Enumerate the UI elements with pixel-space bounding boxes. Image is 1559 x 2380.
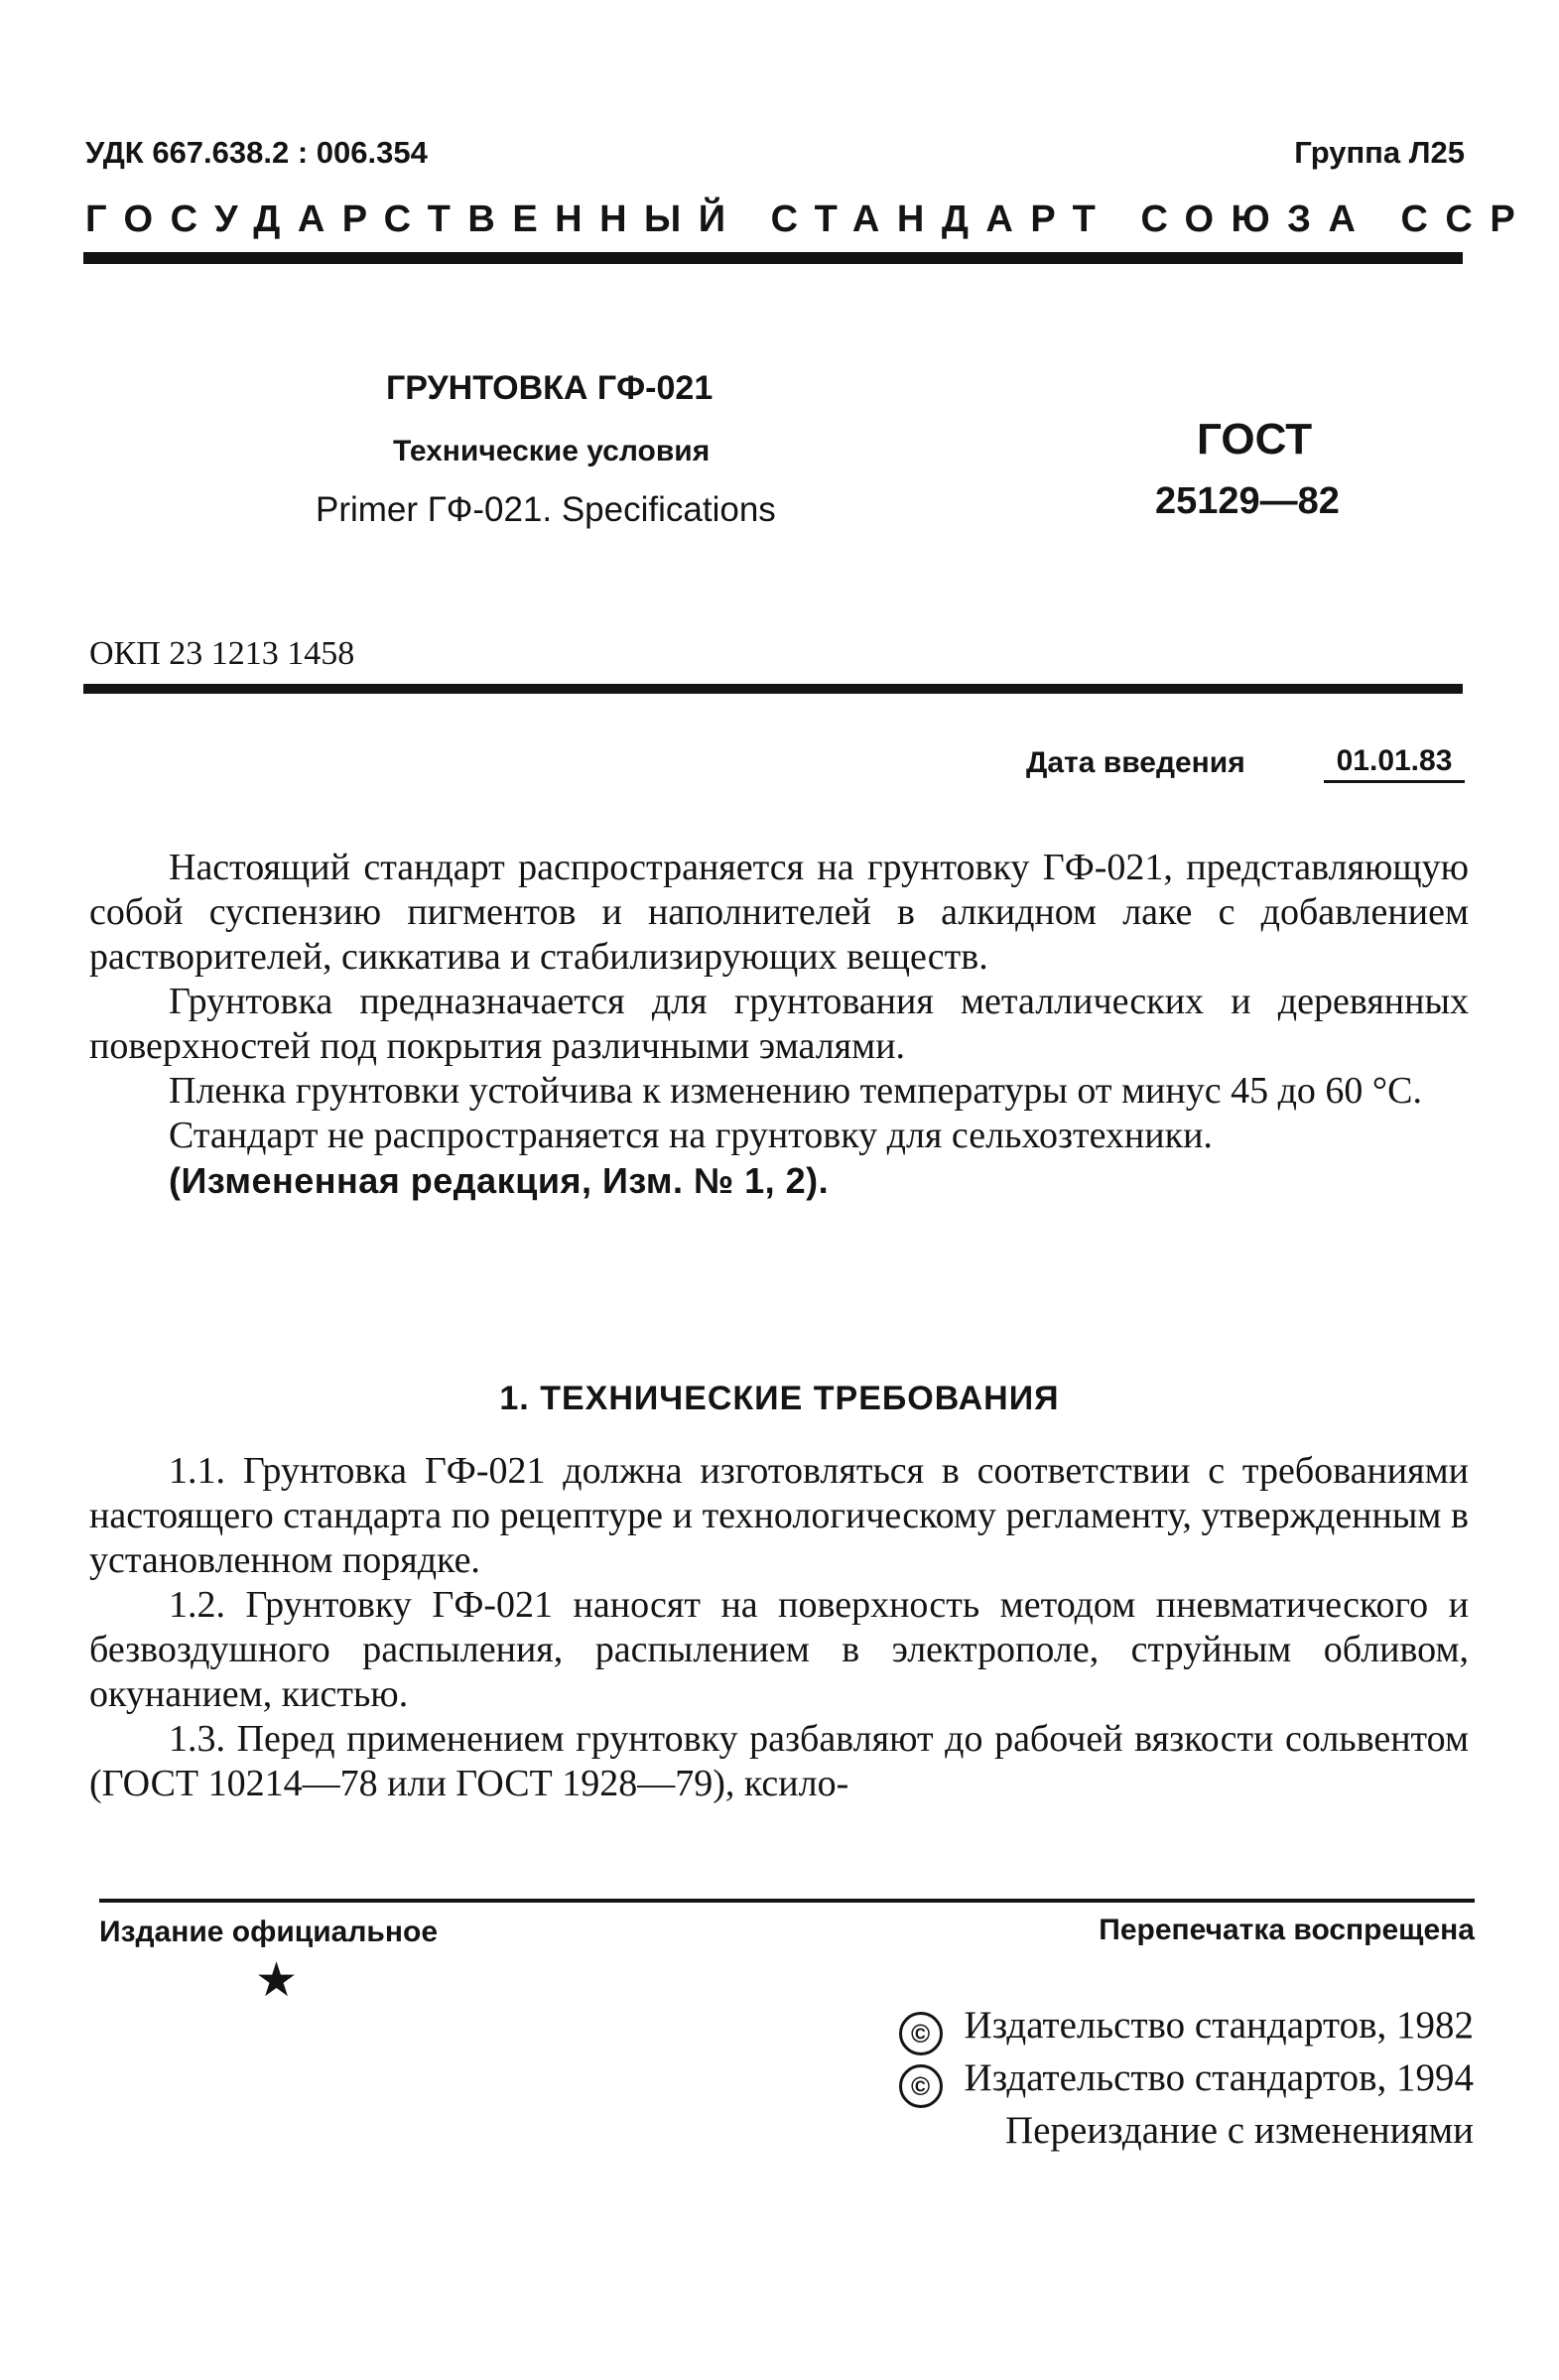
- star-icon: ★: [255, 1954, 299, 2007]
- intro-date-label: Дата введения: [1026, 746, 1245, 779]
- section-paragraph: 1.2. Грунтовку ГФ-021 наносят на поверхность методом пневматического и безвоздушного распыления, распылением в электрополе, струйным обливом, окунанием, кистью.: [89, 1584, 1469, 1715]
- document-title: ГРУНТОВКА ГФ-021: [386, 369, 714, 407]
- copyright-block: [899, 2003, 1474, 2153]
- udk-code: УДК 667.638.2 : 006.354: [85, 135, 428, 170]
- state-standard-banner: ГОСУДАРСТВЕННЫЙ СТАНДАРТ СОЮЗА ССР: [85, 198, 1533, 240]
- reissue-note: Переиздание с изменениями: [1005, 2109, 1474, 2152]
- section-paragraph: 1.3. Перед применением грунтовку разбавляют до рабочей вязкости сольвентом (ГОСТ 10214—78 или ГОСТ 1928—79), ксило-: [89, 1718, 1469, 1804]
- intro-paragraph: Стандарт не распространяется на грунтовку для сельхозтехники.: [169, 1115, 1213, 1156]
- top-divider: [83, 252, 1463, 264]
- intro-date-value: 01.01.83: [1324, 744, 1465, 783]
- intro-paragraph: Грунтовка предназначается для грунтования металлических и деревянных поверхностей под покрытия различными эмалями.: [89, 981, 1469, 1067]
- copyright-text: Издательство стандартов, 1994: [964, 2056, 1474, 2099]
- copyright-icon: ©: [899, 2012, 943, 2055]
- intro-paragraph: Пленка грунтовки устойчива к изменению температуры от минус 45 до 60 °С.: [169, 1070, 1422, 1112]
- middle-divider: [83, 684, 1463, 694]
- gost-number: 25129—82: [1155, 480, 1340, 522]
- section-text: [89, 1449, 1469, 1806]
- intro-paragraph: Настоящий стандарт распространяется на грунтовку ГФ-021, представляющую собой суспензию пигментов и наполнителей в алкидном лаке с добавлением растворителей, сиккатива и стабилизирующих веществ.: [89, 847, 1469, 978]
- copyright-icon: ©: [899, 2064, 943, 2108]
- reprint-notice: Перепечатка воспрещена: [1099, 1914, 1475, 1946]
- gost-label: ГОСТ: [1197, 415, 1313, 463]
- document-title-english: Primer ГФ-021. Specifications: [316, 490, 776, 529]
- copyright-line: [899, 2003, 1474, 2055]
- document-subtitle: Технические условия: [393, 435, 711, 467]
- okp-code: ОКП 23 1213 1458: [89, 635, 355, 672]
- footer-divider: [99, 1899, 1475, 1903]
- section-paragraph: 1.1. Грунтовка ГФ-021 должна изготовляться в соответствии с требованиями настоящего стандарта по рецептуре и технологическому регламенту, утвержденным в установленном порядке.: [89, 1450, 1469, 1581]
- edition-note: (Измененная редакция, Изм. № 1, 2).: [169, 1160, 830, 1201]
- section-heading: 1. ТЕХНИЧЕСКИЕ ТРЕБОВАНИЯ: [499, 1380, 1060, 1417]
- edition-label: Издание официальное: [99, 1916, 439, 1948]
- copyright-line: [899, 2055, 1474, 2108]
- copyright-text: Издательство стандартов, 1982: [964, 2004, 1474, 2047]
- intro-text: [89, 846, 1469, 1203]
- group-code: Группа Л25: [1294, 135, 1465, 170]
